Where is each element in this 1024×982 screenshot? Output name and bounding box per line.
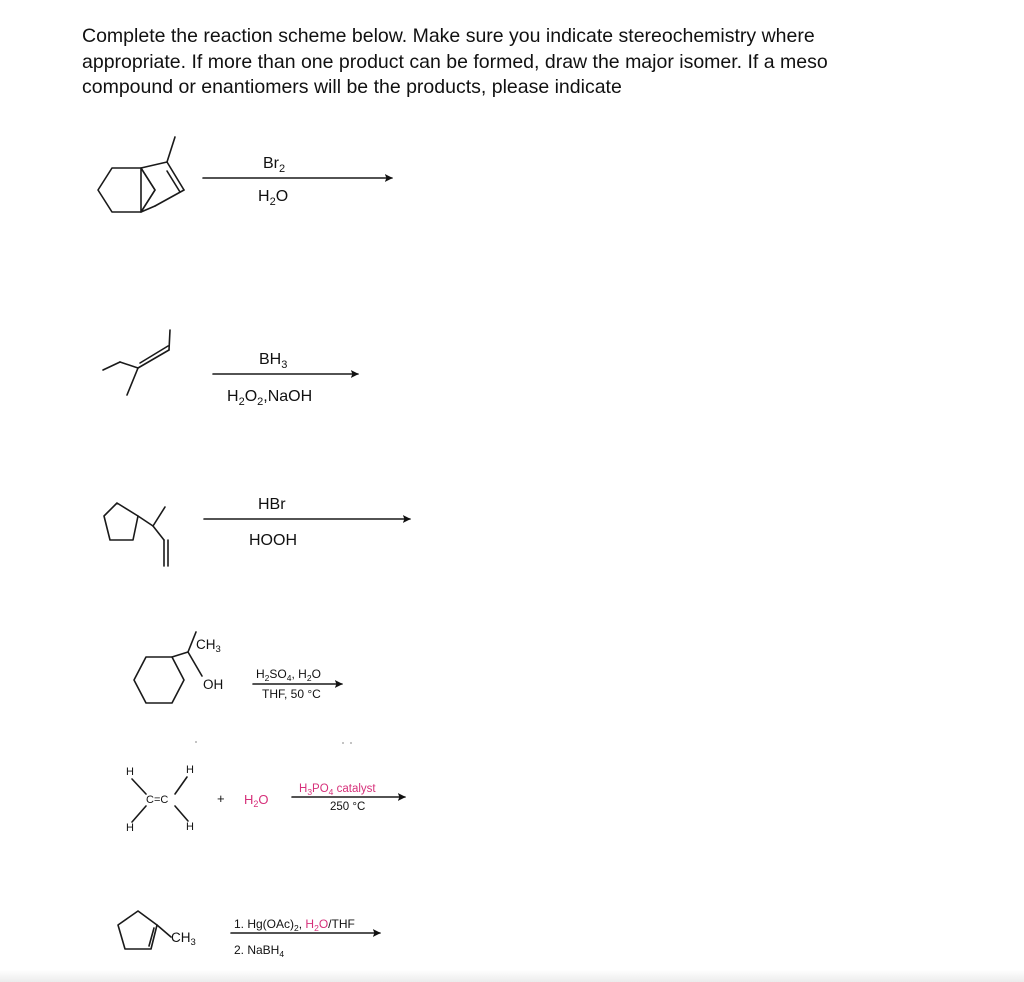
alkene-label: C=C xyxy=(146,794,169,806)
substituent-ch3-4: $CH_3$ xyxy=(196,637,221,655)
reaction-1 xyxy=(98,137,392,212)
stray-mark xyxy=(342,742,344,744)
reaction-2 xyxy=(103,330,358,408)
substrate-6-structure xyxy=(118,911,171,949)
h-label-top-right: H xyxy=(186,764,194,776)
substrate-3-structure xyxy=(104,503,168,566)
bottom-fade xyxy=(0,970,1024,982)
instructions-line-2: appropriate. If more than one product can be formed, draw the major isomer. If a meso xyxy=(82,50,828,73)
plus-sign: + xyxy=(217,791,225,806)
instructions-line-3: compound or enantiomers will be the products, please indicate xyxy=(82,76,622,98)
reagent-4-bottom: THF, 50 °C xyxy=(262,687,321,701)
reaction-6 xyxy=(118,911,380,959)
reagent-3-top: HBr xyxy=(258,496,286,513)
substrate-2-structure xyxy=(103,330,170,395)
reagent-1-top: $Br_2$ xyxy=(263,155,286,175)
substituent-oh-4: OH xyxy=(203,677,224,692)
reagent-4-top: $H_2SO_4$, $H_2O$ xyxy=(256,667,321,683)
reaction-3 xyxy=(104,496,410,566)
reagent-5-top: $H_3PO_4$ catalyst xyxy=(299,783,376,797)
reagent-6-step1: 1. $Hg(OAc)_2$, $H_2O$/THF xyxy=(234,917,355,933)
substrate-4-structure xyxy=(134,632,202,703)
reagent-1-bottom: $H_2O$ xyxy=(258,188,289,208)
instructions-line-1: Complete the reaction scheme below. Make sure you indicate stereochemistry where xyxy=(82,25,815,47)
h-label-bottom-right: H xyxy=(186,821,194,833)
reagent-2-top: $BH_3$ xyxy=(259,351,288,371)
reagent-6-step2: 2. NaBH$_4$ xyxy=(234,943,285,959)
reagent-3-bottom: HOOH xyxy=(249,532,297,549)
reaction-4 xyxy=(134,632,352,744)
substrate-1-structure xyxy=(98,137,184,212)
h-label-top-left: H xyxy=(126,766,134,778)
substituent-ch3-6: $CH_3$ xyxy=(171,930,196,948)
coreactant-water: $H_2O$ xyxy=(244,792,269,809)
reagent-5-bottom: 250 °C xyxy=(330,801,366,813)
reagent-2-bottom: $H_2O_2,NaOH$ xyxy=(227,388,313,408)
stray-mark xyxy=(195,741,197,743)
h-label-bottom-left: H xyxy=(126,822,134,834)
stray-mark xyxy=(350,742,352,744)
reaction-5 xyxy=(126,764,405,834)
